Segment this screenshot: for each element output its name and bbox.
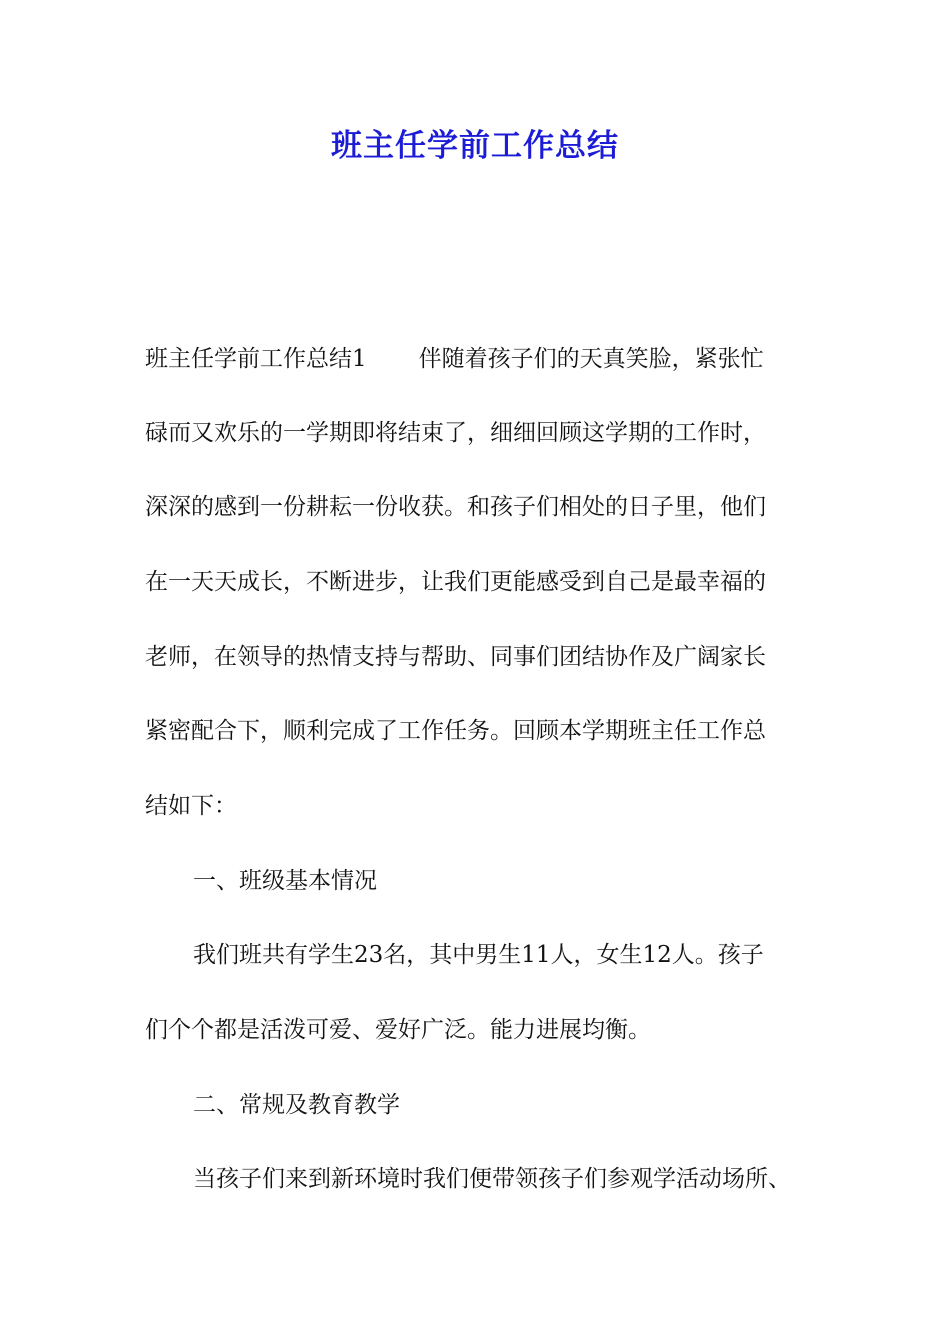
paragraph-text: 伴随着孩子们的天真笑脸，紧张忙	[418, 346, 764, 372]
paragraph-line: 我们班共有学生23名，其中男生11人，女生12人。孩子	[193, 942, 764, 968]
document-title: 班主任学前工作总结	[331, 128, 619, 164]
paragraph-line: 当孩子们来到新环境时我们便带领孩子们参观学活动场所、	[193, 1166, 791, 1192]
paragraph-line: 结如下：	[145, 793, 237, 819]
paragraph-line: 在一天天成长，不断进步，让我们更能感受到自己是最幸福的	[145, 569, 766, 595]
paragraph-line	[145, 344, 764, 374]
paragraph-line: 深深的感到一份耕耘一份收获。和孩子们相处的日子里，他们	[145, 494, 766, 520]
section-heading: 一、班级基本情况	[193, 868, 377, 894]
intro-heading: 班主任学前工作总结1	[145, 346, 367, 372]
paragraph-line: 紧密配合下，顺利完成了工作任务。回顾本学期班主任工作总	[145, 718, 766, 744]
paragraph-line: 碌而又欢乐的一学期即将结束了，细细回顾这学期的工作时，	[145, 420, 766, 446]
paragraph-line: 老师，在领导的热情支持与帮助、同事们团结协作及广阔家长	[145, 644, 766, 670]
paragraph-line: 们个个都是活泼可爱、爱好广泛。能力进展均衡。	[145, 1017, 651, 1043]
section-heading: 二、常规及教育教学	[193, 1092, 400, 1118]
